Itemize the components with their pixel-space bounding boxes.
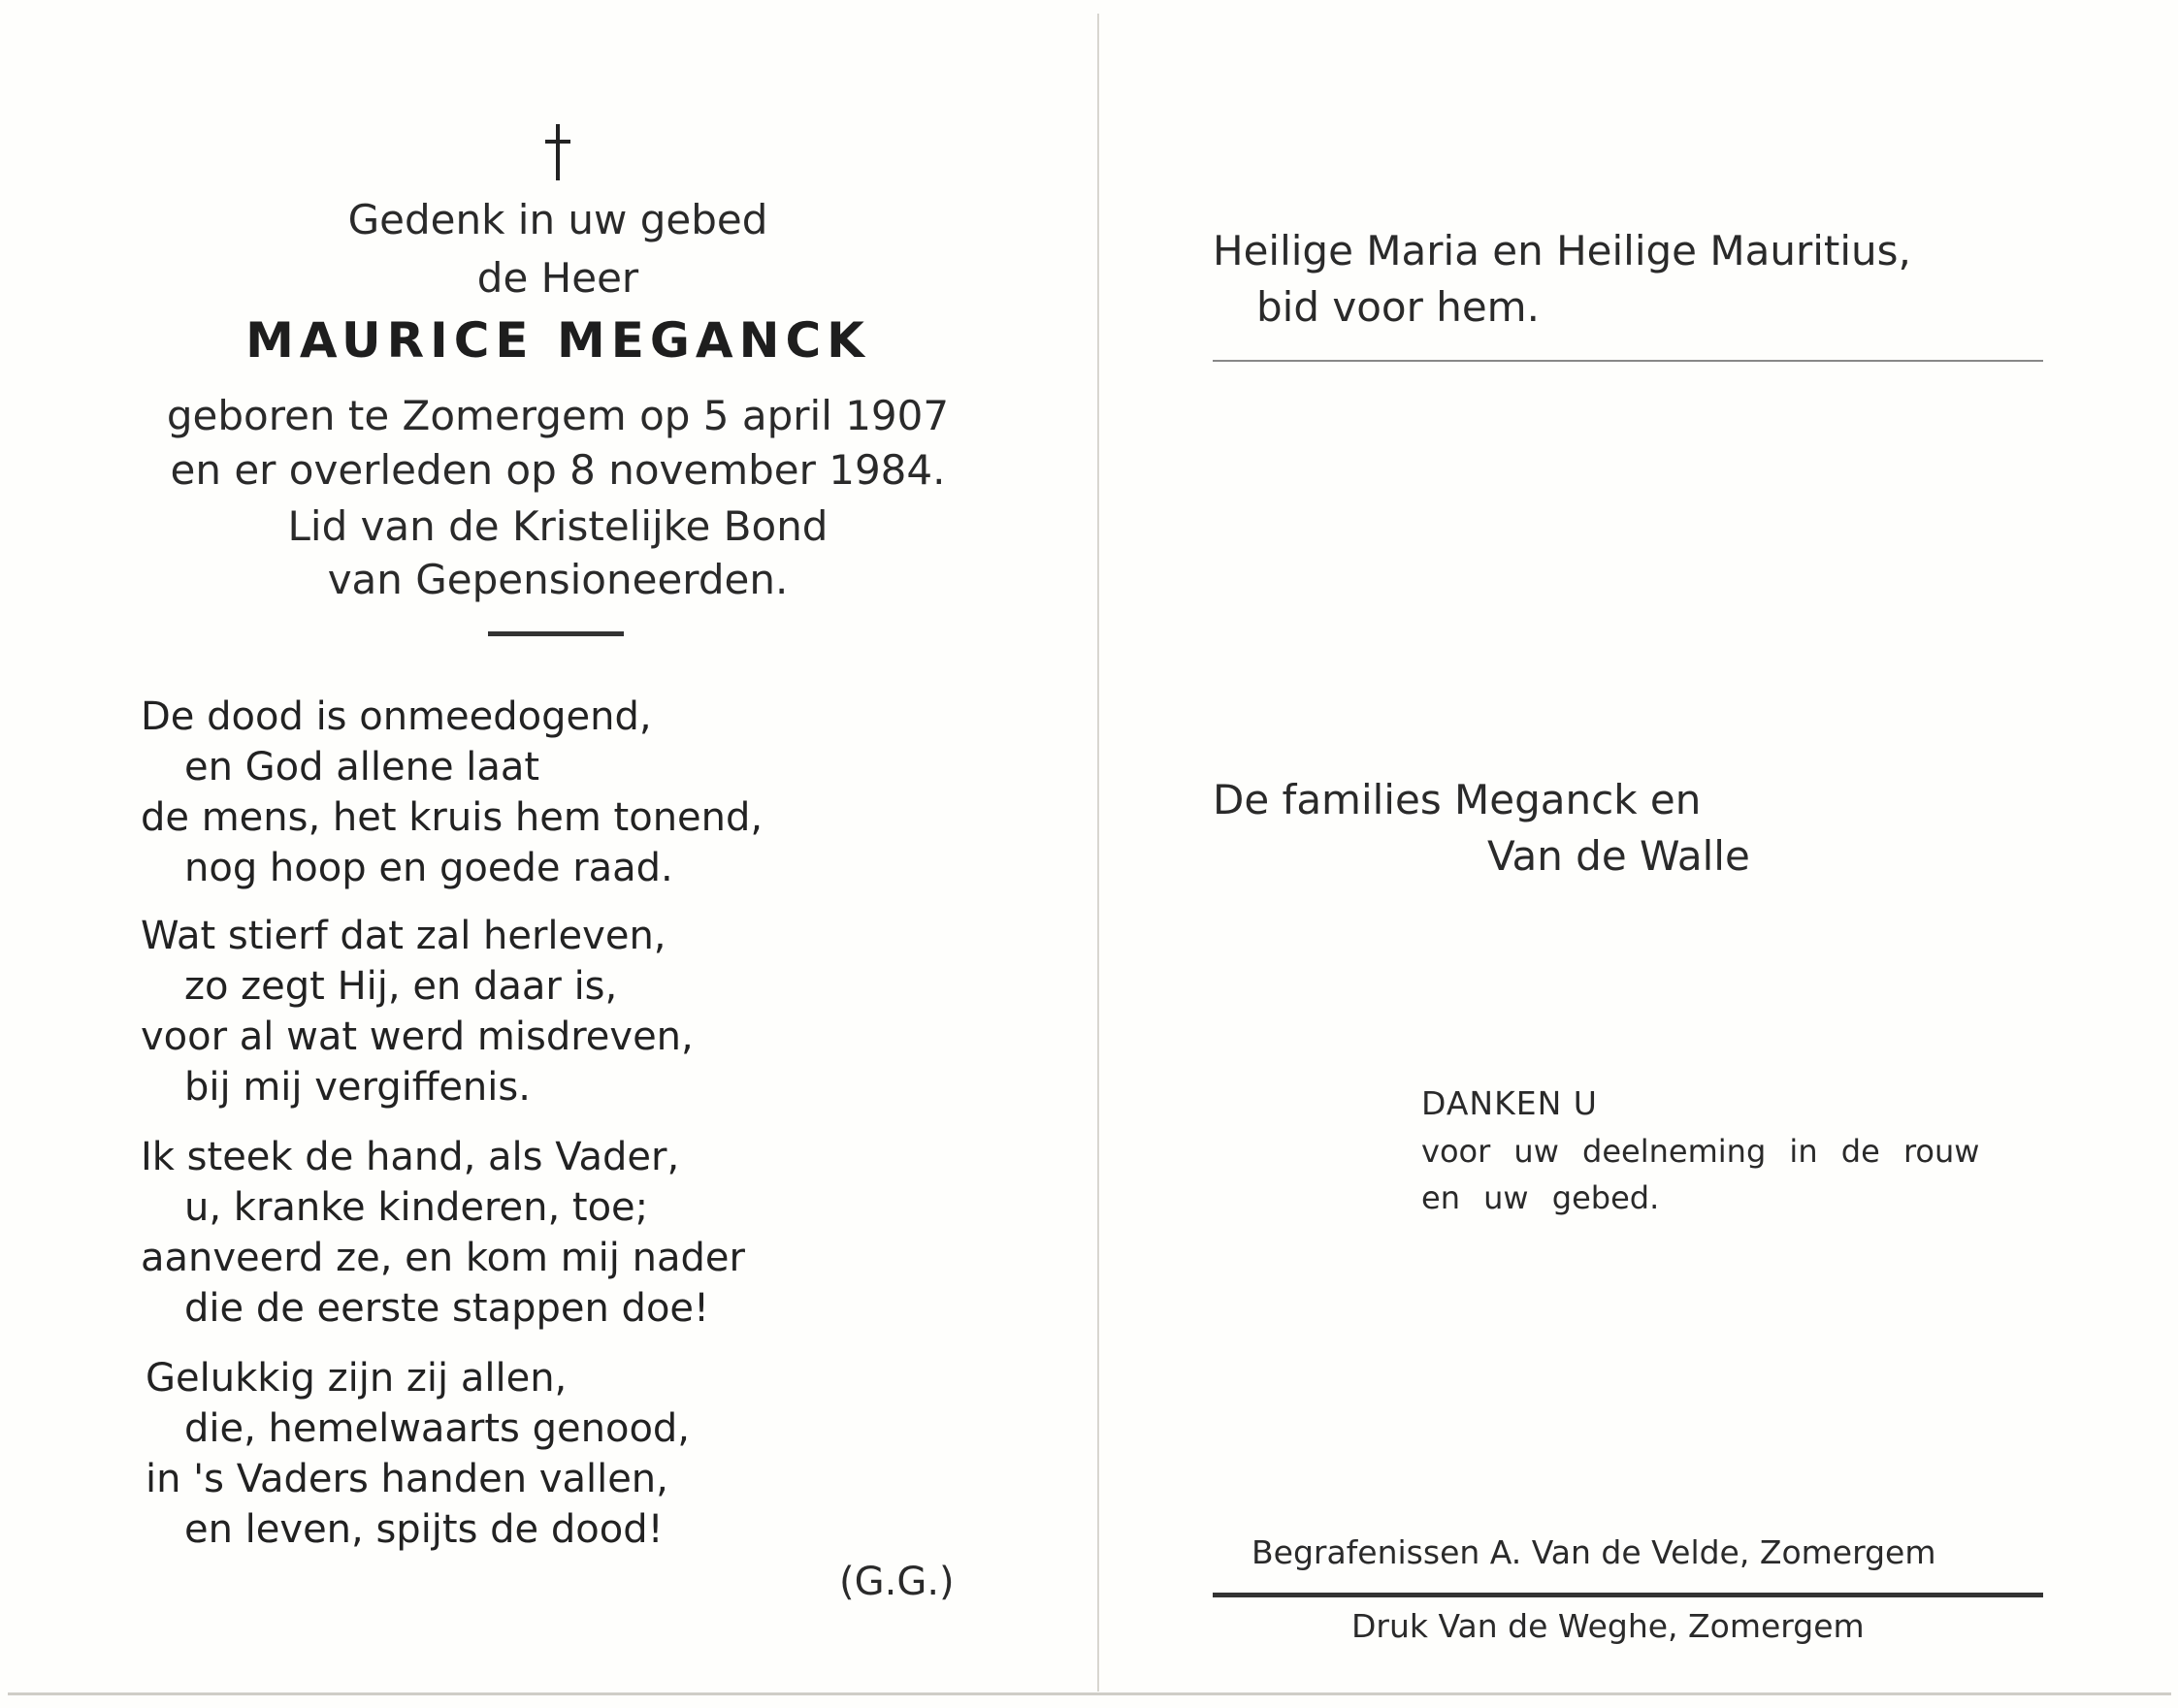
membership-line-1: Lid van de Kristelijke Bond [287, 502, 829, 550]
poem-signature: (G.G.) [839, 1560, 955, 1604]
poem-line: nog hoop en goede raad. [184, 846, 673, 890]
thanks-line-1: voor uw deelneming in de rouw [1421, 1133, 1980, 1170]
poem-line: die de eerste stappen doe! [184, 1286, 710, 1331]
intro-line-1: Gedenk in uw gebed [347, 196, 768, 243]
divider-bottom [1213, 1593, 2043, 1597]
poem-line: de mens, het kruis hem tonend, [141, 795, 764, 840]
poem-line: Wat stierf dat zal herleven, [141, 914, 666, 958]
poem-line: zo zegt Hij, en daar is, [184, 964, 618, 1009]
poem-line: en leven, spijts de dood! [184, 1507, 664, 1552]
divider-short [488, 631, 624, 636]
poem-line: aanveerd ze, en kom mij nader [141, 1236, 745, 1280]
deceased-name: MAURICE MEGANCK [245, 312, 870, 369]
poem-line: De dood is onmeedogend, [141, 694, 652, 739]
divider-thin [1213, 360, 2043, 362]
prayer-line-1: Heilige Maria en Heilige Mauritius, [1213, 227, 1911, 274]
card-fold [1097, 14, 1099, 1692]
poem-line: die, hemelwaarts genood, [184, 1406, 691, 1451]
card-bottom-edge [8, 1692, 2171, 1695]
poem-line: en God allene laat [184, 745, 540, 790]
thanks-line-2: en uw gebed. [1421, 1179, 1660, 1216]
life-line-1: geboren te Zomergem op 5 april 1907 [166, 392, 950, 439]
poem-line: voor al wat werd misdreven, [141, 1015, 694, 1059]
intro-line-2: de Heer [476, 254, 639, 302]
life-line-2: en er overleden op 8 november 1984. [170, 446, 946, 494]
prayer-line-2: bid voor hem. [1256, 283, 1540, 331]
printer: Druk Van de Weghe, Zomergem [1351, 1607, 1865, 1645]
poem-line: Gelukkig zijn zij allen, [146, 1356, 568, 1401]
thanks-title: DANKEN U [1421, 1084, 1598, 1122]
poem-line: u, kranke kinderen, toe; [184, 1185, 649, 1230]
cross-icon [543, 124, 572, 180]
families-line-2: Van de Walle [1487, 832, 1750, 880]
poem-line: in 's Vaders handen vallen, [146, 1457, 668, 1501]
membership-line-2: van Gepensioneerden. [327, 556, 789, 603]
poem-line: bij mij vergiffenis. [184, 1065, 531, 1110]
families-line-1: De families Meganck en [1213, 776, 1702, 823]
undertaker: Begrafenissen A. Van de Velde, Zomergem [1252, 1533, 1936, 1571]
poem-line: Ik steek de hand, als Vader, [141, 1135, 680, 1179]
